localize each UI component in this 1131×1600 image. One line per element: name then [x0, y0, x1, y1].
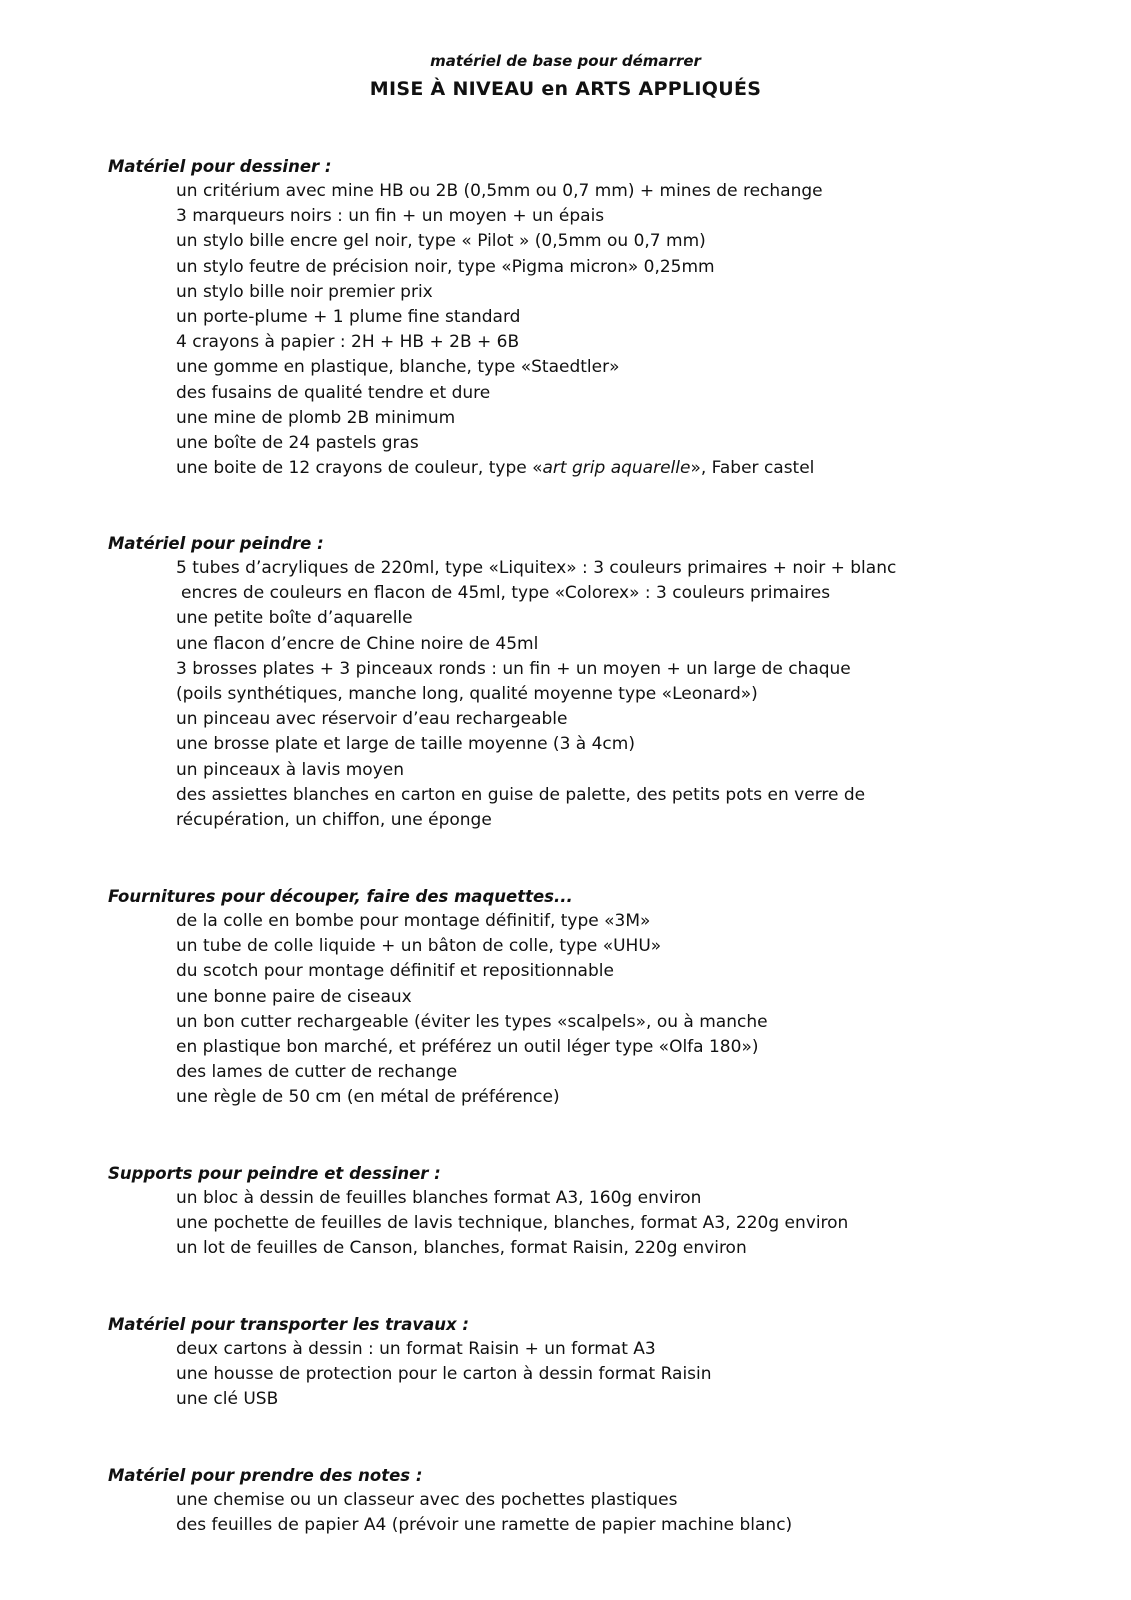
list-item: une chemise ou un classeur avec des pochettes plastiques — [176, 1490, 678, 1510]
item-list — [108, 1488, 1108, 1538]
list-item: encres de couleurs en flacon de 45ml, type «Colorex» : 3 couleurs primaires — [181, 583, 831, 604]
list-item: un porte-plume + 1 plume fine standard — [176, 306, 521, 327]
item-list — [108, 1186, 1108, 1262]
list-item: une règle de 50 cm (en métal de préférence) — [176, 1087, 560, 1108]
list-item: des assiettes blanches en carton en guise de palette, des petits pots en verre de — [176, 784, 866, 805]
item-list — [108, 1337, 1108, 1413]
list-item: deux cartons à dessin : un format Raisin + un format A3 — [176, 1339, 656, 1359]
list-item: un critérium avec mine HB ou 2B (0,5mm ou 0,7 mm) + mines de rechange — [176, 181, 823, 201]
list-item: des lames de cutter de rechange — [176, 1062, 458, 1083]
list-item: 5 tubes d’acryliques de 220ml, type «Liquitex» : 3 couleurs primaires + noir + blanc — [176, 558, 897, 578]
item-list — [108, 556, 1108, 833]
list-item: une petite boîte d’aquarelle — [176, 608, 413, 629]
section-heading: Matériel pour transporter les travaux : — [108, 1315, 469, 1334]
section-dessiner — [108, 154, 1108, 481]
list-item: une mine de plomb 2B minimum — [176, 407, 456, 428]
list-item: une pochette de feuilles de lavis technique, blanches, format A3, 220g environ — [176, 1213, 849, 1234]
section-heading: Matériel pour peindre : — [108, 534, 324, 553]
section-heading: Fournitures pour découper, faire des maquettes... — [108, 887, 573, 906]
section-supports — [108, 1161, 1108, 1262]
list-item: un pinceau avec réservoir d’eau rechargeable — [176, 709, 568, 730]
list-item: 3 marqueurs noirs : un fin + un moyen + un épais — [176, 206, 605, 227]
list-item: un tube de colle liquide + un bâton de colle, type «UHU» — [176, 936, 662, 957]
list-item: un lot de feuilles de Canson, blanches, format Raisin, 220g environ — [176, 1238, 747, 1259]
document-title: MISE À NIVEAU en ARTS APPLIQUÉS — [369, 78, 762, 100]
list-item: une gomme en plastique, blanche, type «Staedtler» — [176, 357, 620, 378]
section-heading: Matériel pour prendre des notes : — [108, 1466, 423, 1485]
item-list — [108, 909, 1108, 1111]
list-item: (poils synthétiques, manche long, qualité moyenne type «Leonard») — [176, 683, 758, 704]
list-item: en plastique bon marché, et préférez un outil léger type «Olfa 180») — [176, 1036, 759, 1057]
list-item: une bonne paire de ciseaux — [176, 986, 412, 1007]
section-peindre — [108, 531, 1108, 833]
list-item: un stylo feutre de précision noir, type «Pigma micron» 0,25mm — [176, 256, 715, 277]
item-text-italic: art grip aquarelle — [542, 458, 691, 479]
section-transporter — [108, 1312, 1108, 1413]
item-text: », Faber castel — [690, 458, 815, 479]
list-item: 3 brosses plates + 3 pinceaux ronds : un fin + un moyen + un large de chaque — [176, 658, 851, 679]
list-item: 4 crayons à papier : 2H + HB + 2B + 6B — [176, 332, 520, 353]
list-item — [176, 456, 1108, 481]
list-item: une boîte de 24 pastels gras — [176, 432, 419, 453]
list-item: récupération, un chiffon, une éponge — [176, 809, 492, 830]
list-item: un bon cutter rechargeable (éviter les types «scalpels», ou à manche — [176, 1011, 768, 1032]
list-item: une housse de protection pour le carton à dessin format Raisin — [176, 1364, 712, 1385]
list-item: de la colle en bombe pour montage définitif, type «3M» — [176, 911, 651, 931]
list-item: un stylo bille noir premier prix — [176, 281, 433, 302]
list-item: des feuilles de papier A4 (prévoir une ramette de papier machine blanc) — [176, 1515, 793, 1536]
list-item: un pinceaux à lavis moyen — [176, 759, 404, 780]
document-subtitle: matériel de base pour démarrer — [430, 52, 701, 70]
section-heading: Supports pour peindre et dessiner : — [108, 1164, 441, 1183]
item-list — [108, 179, 1108, 481]
section-fournitures — [108, 884, 1108, 1111]
list-item: une brosse plate et large de taille moyenne (3 à 4cm) — [176, 734, 635, 755]
section-heading: Matériel pour dessiner : — [108, 157, 332, 176]
list-item: une flacon d’encre de Chine noire de 45ml — [176, 633, 539, 654]
list-item: du scotch pour montage définitif et repositionnable — [176, 961, 614, 982]
list-item: un bloc à dessin de feuilles blanches format A3, 160g environ — [176, 1188, 702, 1208]
section-notes — [108, 1463, 1108, 1538]
list-item: des fusains de qualité tendre et dure — [176, 382, 491, 403]
item-text: une boite de 12 crayons de couleur, type « — [176, 458, 543, 479]
list-item: un stylo bille encre gel noir, type « Pilot » (0,5mm ou 0,7 mm) — [176, 231, 706, 252]
list-item: une clé USB — [176, 1389, 279, 1410]
